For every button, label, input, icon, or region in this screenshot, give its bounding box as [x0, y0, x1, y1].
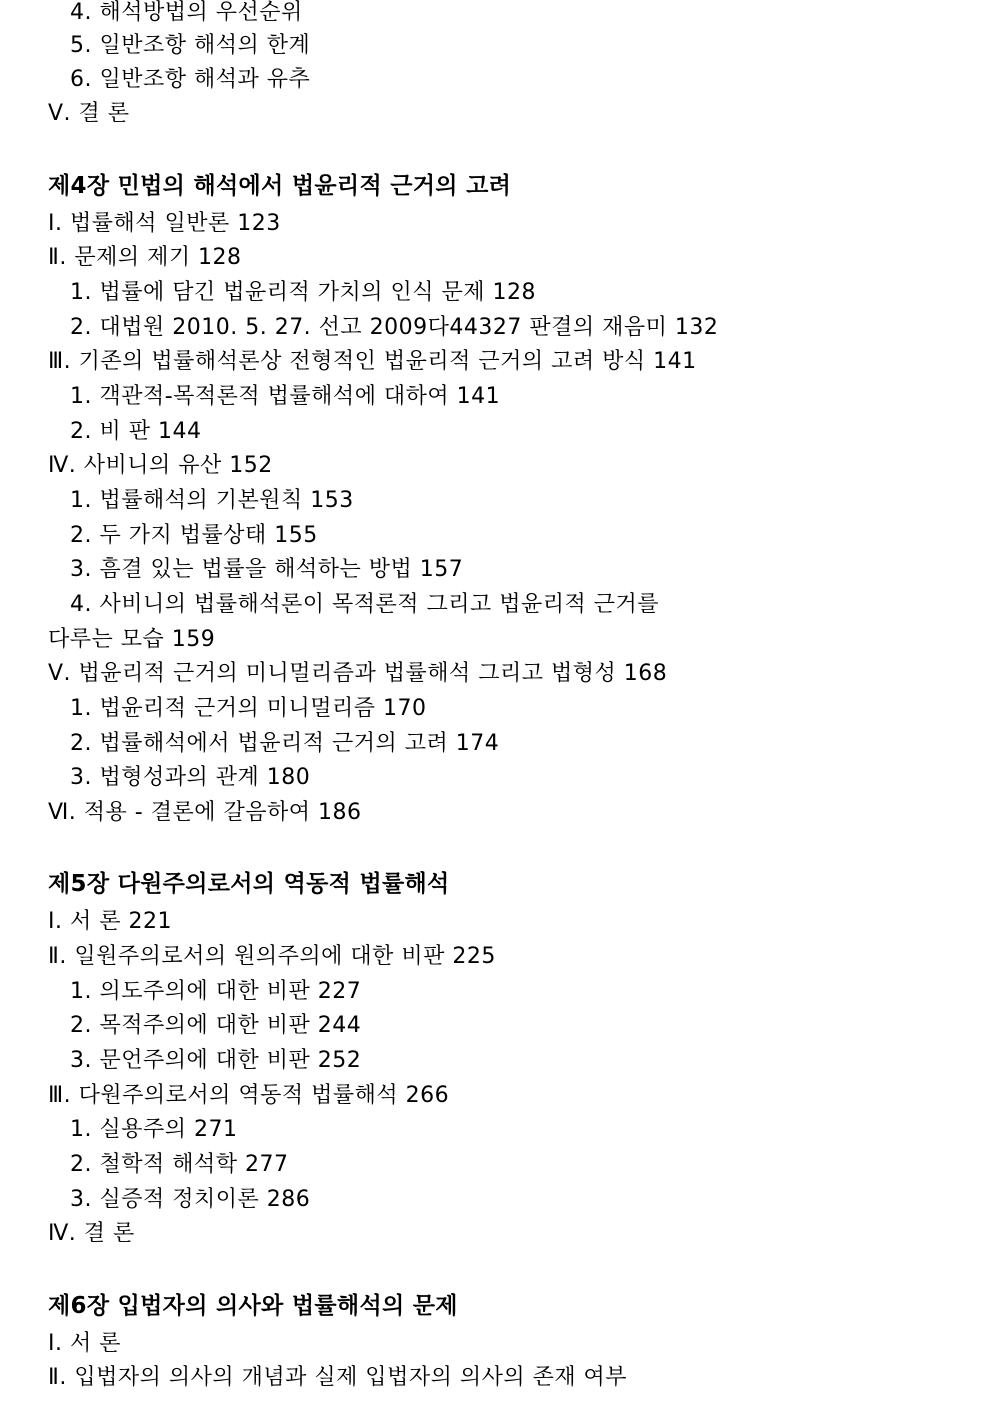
toc-entry: 6. 일반조항 해석과 유추: [70, 67, 311, 92]
toc-entry: 4. 사비니의 법률해석론이 목적론적 그리고 법윤리적 근거를: [70, 592, 659, 617]
toc-entry: Ⅱ. 일원주의로서의 원의주의에 대한 비판 225: [48, 944, 496, 969]
toc-entry: Ⅳ. 사비니의 유산 152: [48, 453, 273, 478]
toc-entry: 4. 해석방법의 우선순위: [70, 0, 303, 25]
toc-entry: 2. 목적주의에 대한 비판 244: [70, 1013, 362, 1038]
toc-entry: 2. 대법원 2010. 5. 27. 선고 2009다44327 판결의 재음미 132: [70, 315, 719, 340]
toc-entry: Ⅲ. 다원주의로서의 역동적 법률해석 266: [48, 1083, 450, 1108]
toc-entry: 2. 두 가지 법률상태 155: [70, 523, 318, 548]
toc-entry: Ⅰ. 서 론: [48, 1331, 121, 1356]
toc-entry: 3. 문언주의에 대한 비판 252: [70, 1048, 362, 1073]
toc-entry: 2. 철학적 해석학 277: [70, 1152, 289, 1177]
toc-entry: 3. 흠결 있는 법률을 해석하는 방법 157: [70, 557, 464, 582]
toc-entry: Ⅲ. 기존의 법률해석론상 전형적인 법윤리적 근거의 고려 방식 141: [48, 349, 697, 374]
toc-entry: 1. 법윤리적 근거의 미니멀리즘 170: [70, 696, 427, 721]
toc-entry: Ⅴ. 법윤리적 근거의 미니멀리즘과 법률해석 그리고 법형성 168: [48, 661, 668, 686]
toc-entry: 1. 법률에 담긴 법윤리적 가치의 인식 문제 128: [70, 280, 536, 305]
toc-entry: Ⅰ. 법률해석 일반론 123: [48, 211, 281, 236]
toc-entry: Ⅴ. 결 론: [48, 101, 130, 126]
toc-entry: Ⅱ. 입법자의 의사의 개념과 실제 입법자의 의사의 존재 여부: [48, 1365, 628, 1390]
toc-entry: Ⅵ. 적용 - 결론에 갈음하여 186: [48, 800, 362, 825]
toc-entry: 1. 객관적-목적론적 법률해석에 대하여 141: [70, 384, 501, 409]
toc-entry: Ⅱ. 문제의 제기 128: [48, 245, 242, 270]
toc-entry: 3. 법형성과의 관계 180: [70, 765, 311, 790]
toc-entry: Ⅰ. 서 론 221: [48, 909, 172, 934]
chapter-5-title: 제5장 다원주의로서의 역동적 법률해석: [48, 871, 450, 897]
toc-entry: 1. 법률해석의 기본원칙 153: [70, 488, 354, 513]
chapter-4-title: 제4장 민법의 해석에서 법윤리적 근거의 고려: [48, 173, 512, 199]
toc-entry: 1. 의도주의에 대한 비판 227: [70, 979, 362, 1004]
toc-entry: 1. 실용주의 271: [70, 1117, 238, 1142]
toc-entry-continuation: 다루는 모습 159: [48, 627, 216, 652]
toc-entry: 3. 실증적 정치이론 286: [70, 1187, 311, 1212]
toc-entry: 2. 법률해석에서 법윤리적 근거의 고려 174: [70, 731, 500, 756]
chapter-6-title: 제6장 입법자의 의사와 법률해석의 문제: [48, 1293, 458, 1319]
toc-entry: Ⅳ. 결 론: [48, 1221, 135, 1246]
toc-entry: 2. 비 판 144: [70, 419, 202, 444]
toc-entry: 5. 일반조항 해석의 한계: [70, 33, 311, 58]
